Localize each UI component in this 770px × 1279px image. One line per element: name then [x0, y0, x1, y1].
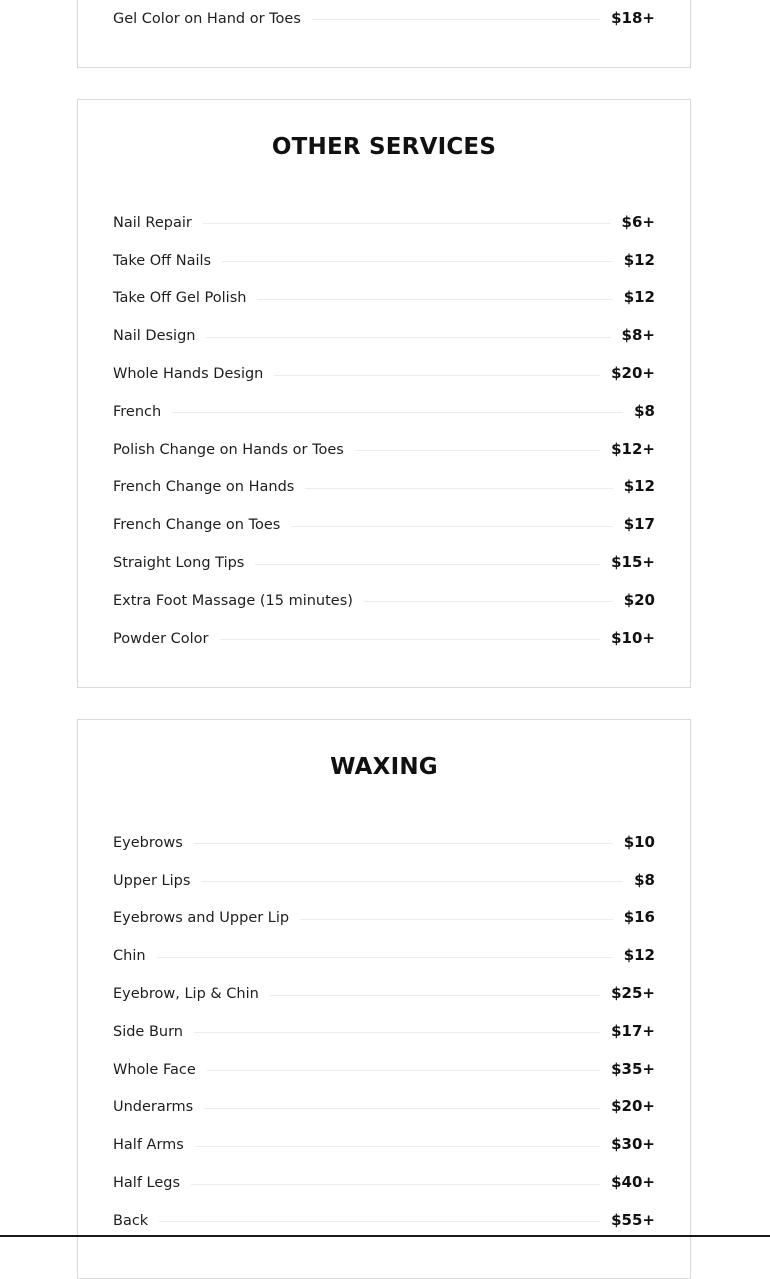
leader-line	[204, 1108, 600, 1109]
leader-line	[207, 1070, 600, 1071]
service-price: $25+	[611, 984, 655, 1003]
price-row	[113, 204, 655, 242]
service-price: $12+	[611, 439, 655, 458]
leader-line	[191, 1184, 600, 1185]
price-list	[113, 824, 655, 1240]
service-name: Eyebrows and Upper Lip	[113, 910, 290, 927]
price-list	[113, 204, 655, 658]
service-price: $10	[623, 832, 655, 851]
service-name: Extra Foot Massage (15 minutes)	[113, 592, 353, 609]
service-name: Powder Color	[113, 630, 209, 647]
service-price: $16	[623, 908, 655, 927]
leader-line	[364, 601, 613, 602]
leader-line	[203, 223, 611, 224]
service-name: Eyebrows	[113, 834, 183, 851]
service-name: French Change on Toes	[113, 517, 281, 534]
service-name: Eyebrow, Lip & Chin	[113, 986, 259, 1003]
leader-line	[274, 375, 600, 376]
price-row	[113, 0, 655, 38]
price-row	[113, 1089, 655, 1127]
price-row	[113, 1013, 655, 1051]
other-services-card	[77, 99, 691, 688]
service-name: Take Off Gel Polish	[113, 290, 247, 307]
price-row	[113, 1164, 655, 1202]
price-row	[113, 431, 655, 469]
waxing-card	[77, 719, 691, 1279]
price-row	[113, 824, 655, 862]
service-name: Chin	[113, 948, 146, 965]
service-name: Back	[113, 1212, 149, 1229]
service-name: Whole Hands Design	[113, 366, 264, 383]
price-row	[113, 242, 655, 280]
price-list	[113, 0, 655, 38]
section-title: WAXING	[330, 754, 438, 780]
service-name: Half Arms	[113, 1137, 184, 1154]
price-row	[113, 975, 655, 1013]
service-name: Polish Change on Hands or Toes	[113, 441, 344, 458]
leader-line	[194, 1032, 600, 1033]
price-row	[113, 469, 655, 507]
price-row	[113, 620, 655, 658]
service-name: French Change on Hands	[113, 479, 295, 496]
service-price: $20+	[611, 1097, 655, 1116]
leader-line	[300, 919, 613, 920]
service-name: Half Legs	[113, 1175, 181, 1192]
service-name: Underarms	[113, 1099, 194, 1116]
leader-line	[222, 261, 613, 262]
price-row	[113, 900, 655, 938]
service-price: $30+	[611, 1135, 655, 1154]
leader-line	[195, 1146, 600, 1147]
price-row	[113, 355, 655, 393]
service-price: $12	[623, 477, 655, 496]
leader-line	[255, 564, 600, 565]
price-row	[113, 317, 655, 355]
leader-line	[157, 957, 613, 958]
leader-line	[201, 881, 623, 882]
service-price: $8+	[621, 326, 655, 345]
service-price: $15+	[611, 553, 655, 572]
leader-line	[305, 488, 612, 489]
service-name: Side Burn	[113, 1023, 184, 1040]
service-price: $12	[623, 288, 655, 307]
service-name: Nail Repair	[113, 214, 192, 231]
price-row	[113, 937, 655, 975]
price-row	[113, 393, 655, 431]
price-row	[113, 280, 655, 318]
service-price: $20	[623, 590, 655, 609]
service-price: $18+	[611, 8, 655, 27]
price-row	[113, 1051, 655, 1089]
service-name: Upper Lips	[113, 872, 191, 889]
service-name: Nail Design	[113, 328, 196, 345]
price-row	[113, 1126, 655, 1164]
service-price: $8	[634, 401, 655, 420]
service-name: Take Off Nails	[113, 252, 212, 269]
service-name: Gel Color on Hand or Toes	[113, 10, 301, 27]
leader-line	[159, 1221, 600, 1222]
leader-line	[270, 995, 600, 996]
service-price: $55+	[611, 1210, 655, 1229]
leader-line	[291, 526, 612, 527]
price-row	[113, 544, 655, 582]
service-price: $40+	[611, 1173, 655, 1192]
service-name: Straight Long Tips	[113, 555, 245, 572]
leader-line	[194, 843, 613, 844]
price-row	[113, 582, 655, 620]
service-price: $12	[623, 250, 655, 269]
section-title: OTHER SERVICES	[271, 134, 497, 160]
service-price: $17	[623, 515, 655, 534]
service-price: $35+	[611, 1059, 655, 1078]
services-card-previous	[77, 0, 691, 68]
service-price: $6+	[621, 212, 655, 231]
service-price: $20+	[611, 364, 655, 383]
service-price: $10+	[611, 628, 655, 647]
service-price: $8	[634, 870, 655, 889]
service-name: Whole Face	[113, 1061, 196, 1078]
service-name: French	[113, 403, 162, 420]
leader-line	[355, 450, 600, 451]
service-price: $12	[623, 946, 655, 965]
leader-line	[257, 299, 612, 300]
price-row	[113, 506, 655, 544]
leader-line	[172, 412, 623, 413]
service-price: $17+	[611, 1021, 655, 1040]
leader-line	[312, 19, 600, 20]
leader-line	[206, 337, 610, 338]
price-row	[113, 862, 655, 900]
leader-line	[220, 639, 601, 640]
